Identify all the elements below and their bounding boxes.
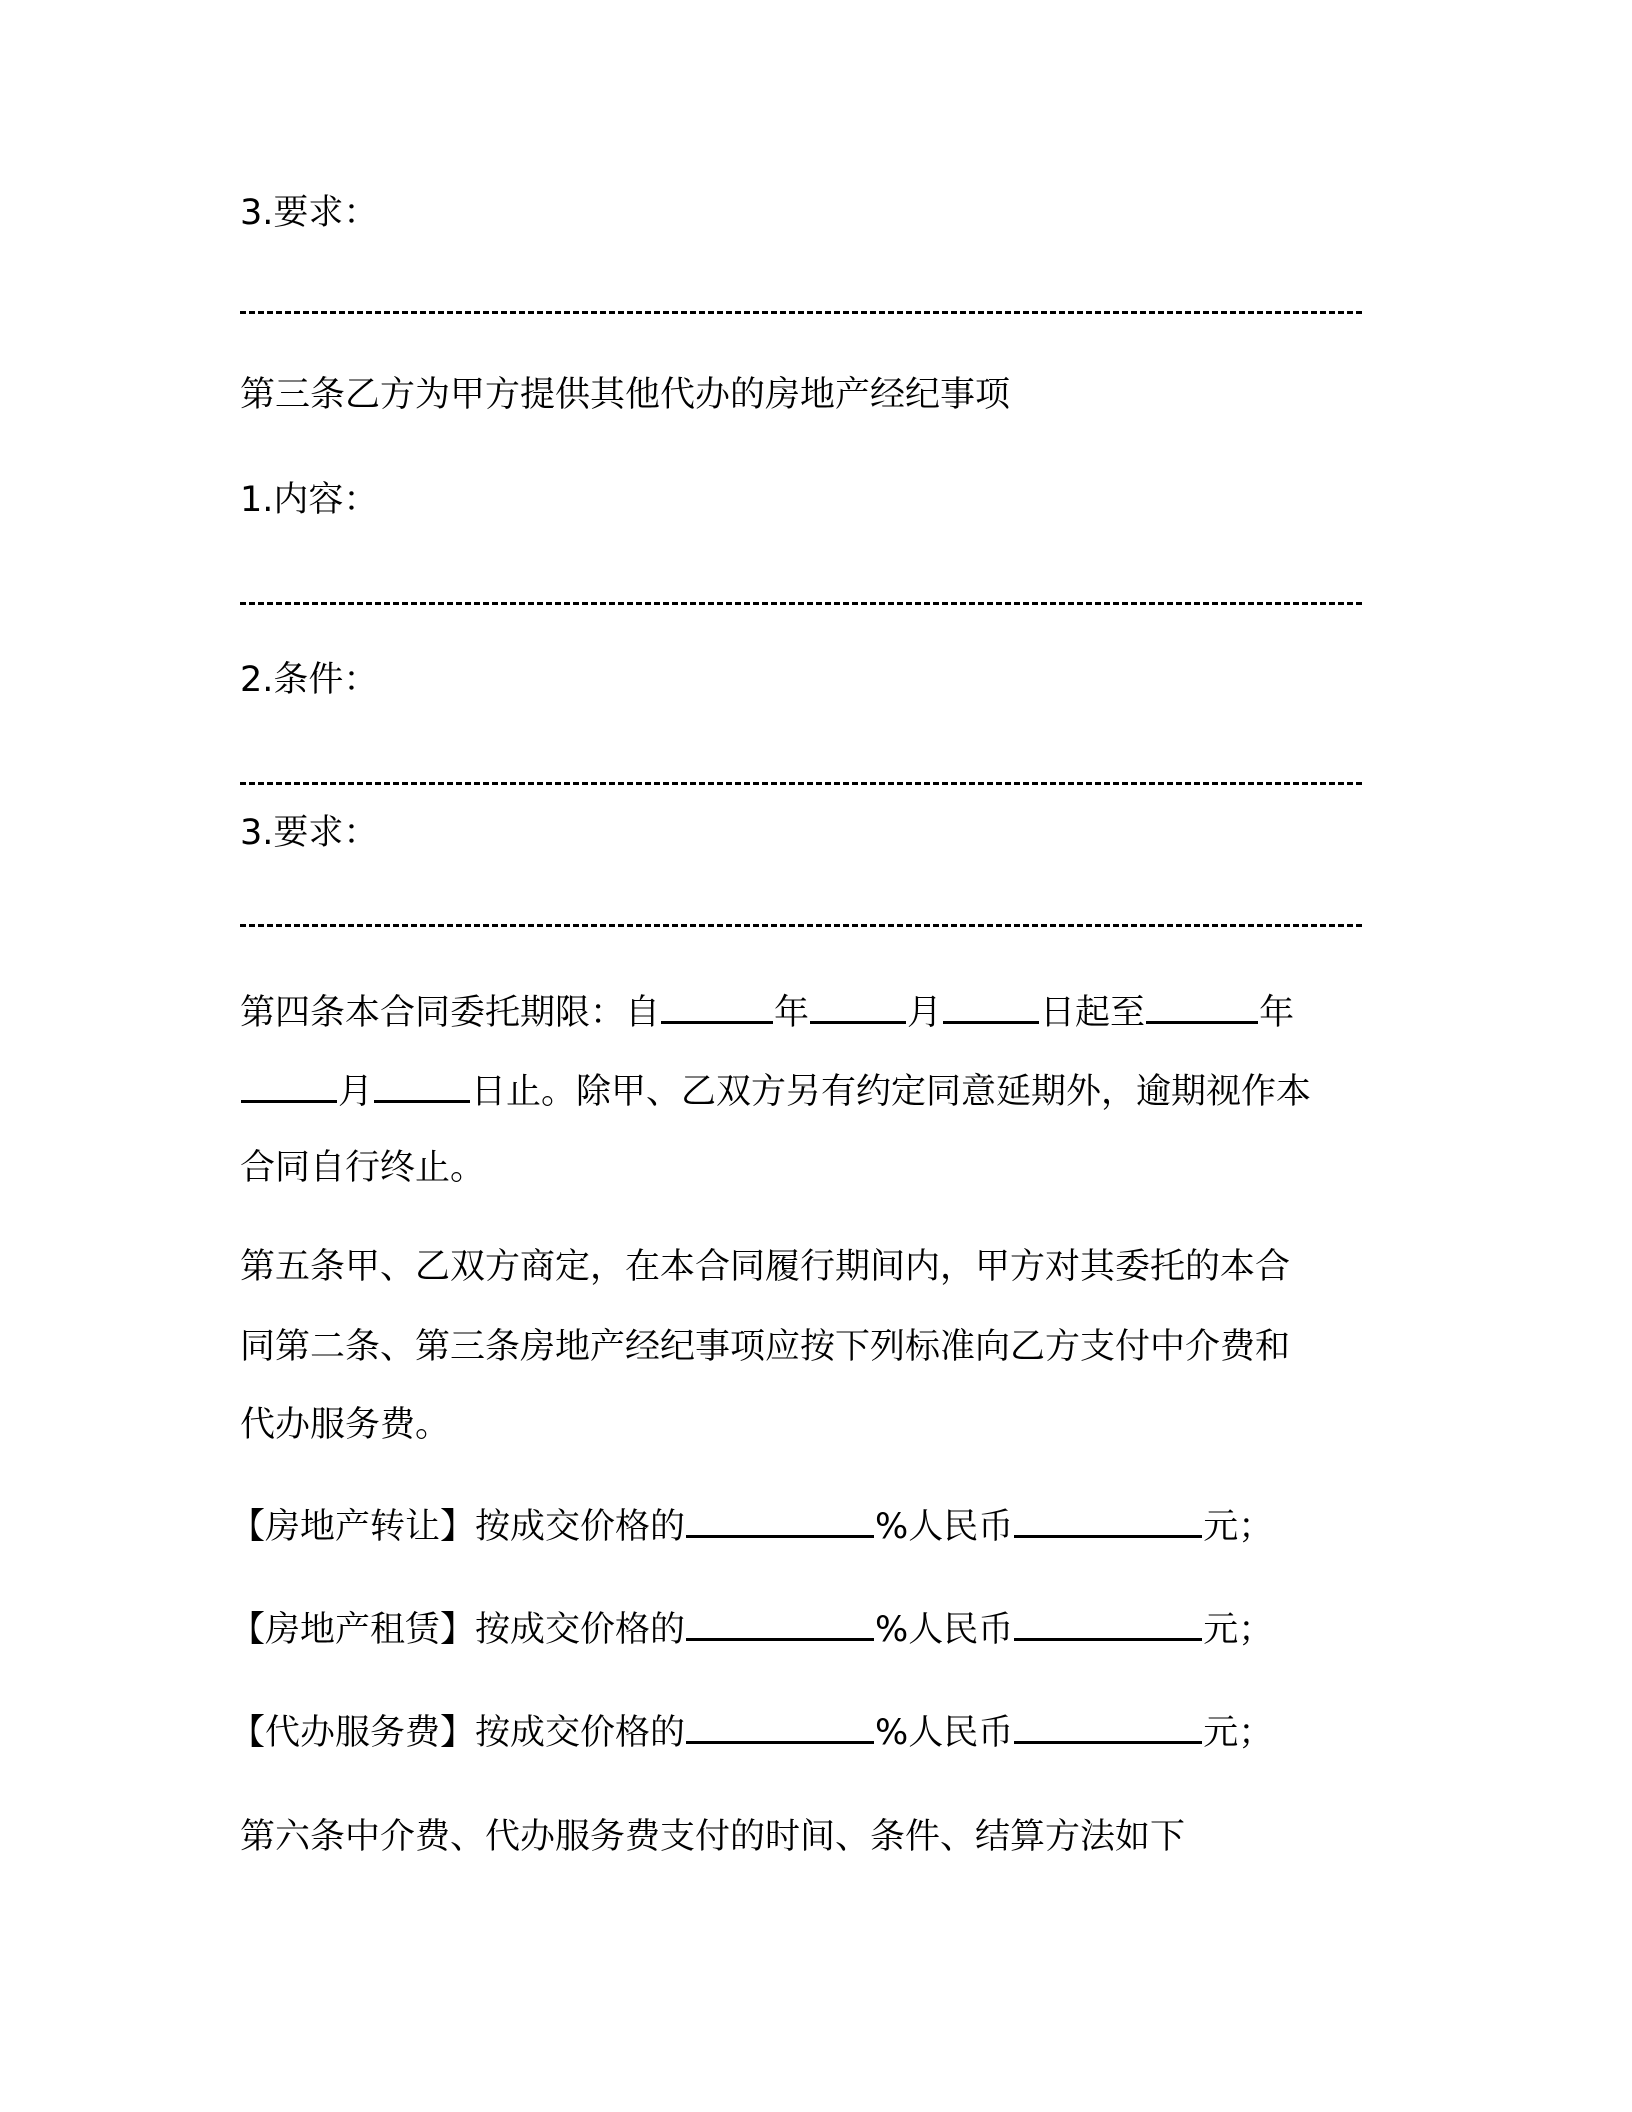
article3-item1-label: 1.内容： [240, 480, 379, 520]
fee-row-lease [230, 1608, 1273, 1652]
percent-blank[interactable] [686, 1634, 874, 1641]
fee-label: 【房地产租赁】 [230, 1610, 476, 1650]
article4-line1 [240, 991, 1294, 1035]
article3-item2-label: 2.条件： [240, 660, 379, 700]
end-year-blank[interactable] [1146, 1017, 1258, 1024]
section2-item3-label: 3.要求： [240, 193, 379, 233]
fee-text: 按成交价格的 [475, 1507, 686, 1547]
day-start-label: 日起至 [1040, 993, 1146, 1033]
end-month-blank[interactable] [241, 1096, 337, 1103]
year-label: 年 [774, 993, 810, 1033]
amount-blank[interactable] [1014, 1634, 1202, 1641]
percent-blank[interactable] [686, 1531, 874, 1538]
percent-suffix: %人民币 [875, 1713, 1014, 1753]
article4-text: 日止。除甲、乙双方另有约定同意延期外，逾期视作本 [471, 1072, 1312, 1112]
fill-in-line-article3-requirements[interactable] [240, 924, 1362, 927]
start-day-blank[interactable] [943, 1017, 1039, 1024]
article5-line3: 代办服务费。 [240, 1405, 451, 1445]
month-label: 月 [338, 1072, 374, 1112]
article4-line3: 合同自行终止。 [240, 1148, 486, 1188]
unit-label: 元； [1203, 1610, 1274, 1650]
fee-row-service [230, 1711, 1273, 1755]
unit-label: 元； [1203, 1713, 1274, 1753]
article4-line2 [240, 1070, 1311, 1114]
fee-label: 【代办服务费】 [230, 1713, 476, 1753]
fee-label: 【房地产转让】 [230, 1507, 476, 1547]
fill-in-line-article3-conditions[interactable] [240, 782, 1362, 785]
amount-blank[interactable] [1014, 1737, 1202, 1744]
fee-text: 按成交价格的 [475, 1610, 686, 1650]
start-year-blank[interactable] [661, 1017, 773, 1024]
article3-title: 第三条乙方为甲方提供其他代办的房地产经纪事项 [240, 375, 1011, 415]
article5-line2: 同第二条、第三条房地产经纪事项应按下列标准向乙方支付中介费和 [240, 1327, 1291, 1367]
year-label: 年 [1259, 993, 1295, 1033]
fill-in-line-article3-content[interactable] [240, 602, 1362, 605]
fee-row-transfer [230, 1505, 1273, 1549]
percent-blank[interactable] [686, 1737, 874, 1744]
amount-blank[interactable] [1014, 1531, 1202, 1538]
start-month-blank[interactable] [810, 1017, 906, 1024]
end-day-blank[interactable] [374, 1096, 470, 1103]
article3-item3-label: 3.要求： [240, 813, 379, 853]
percent-suffix: %人民币 [875, 1507, 1014, 1547]
month-label: 月 [907, 993, 943, 1033]
unit-label: 元； [1203, 1507, 1274, 1547]
article4-text: 第四条本合同委托期限：自 [240, 993, 661, 1033]
fill-in-line-section2-requirements[interactable] [240, 311, 1362, 314]
article6-title: 第六条中介费、代办服务费支付的时间、条件、结算方法如下 [240, 1817, 1186, 1857]
article5-line1: 第五条甲、乙双方商定，在本合同履行期间内，甲方对其委托的本合 [240, 1247, 1291, 1287]
percent-suffix: %人民币 [875, 1610, 1014, 1650]
fee-text: 按成交价格的 [475, 1713, 686, 1753]
